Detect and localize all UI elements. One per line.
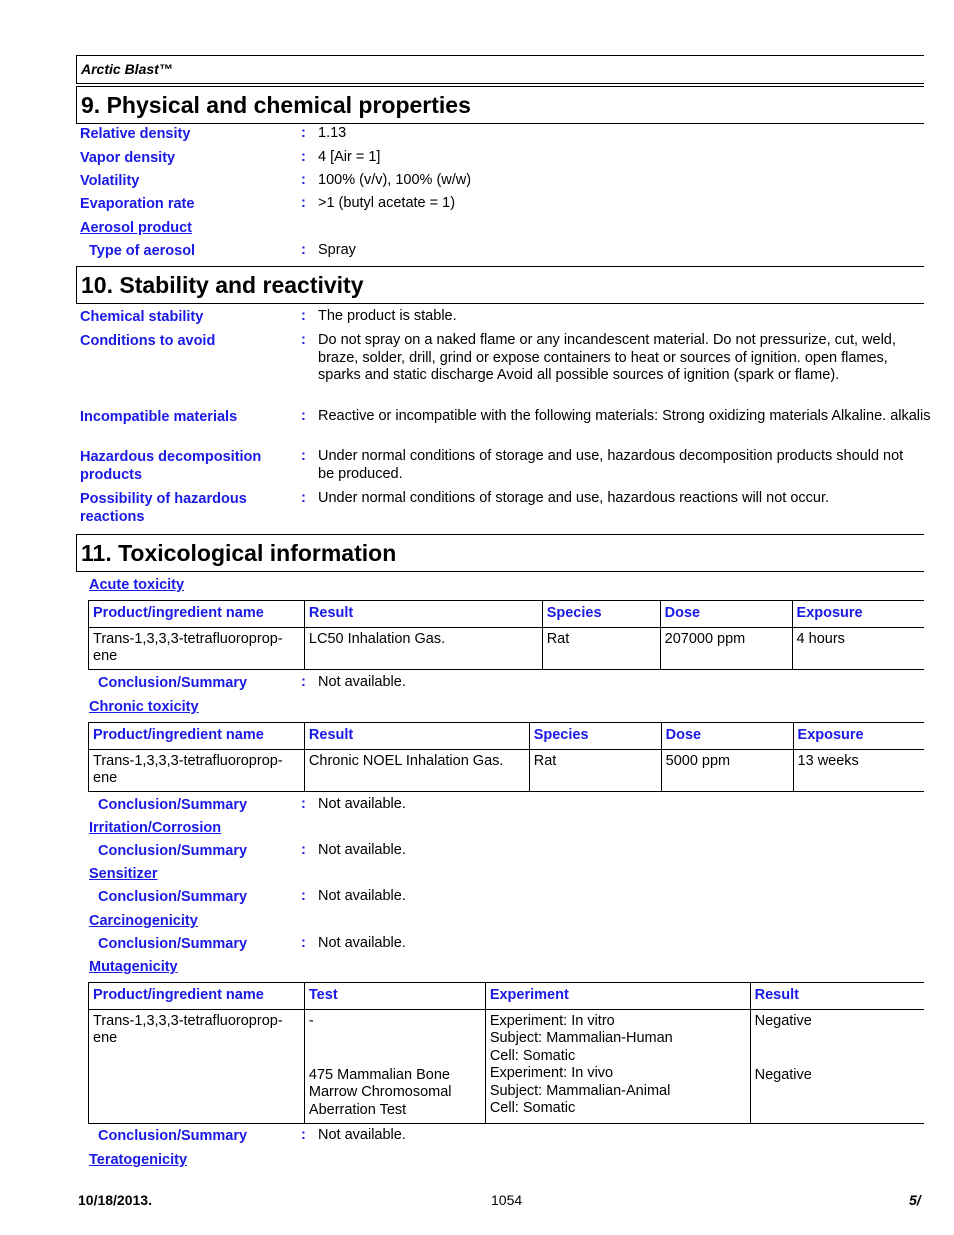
- table-header-cell: Product/ingredient name: [89, 983, 305, 1010]
- chemical-stability-label: Chemical stability: [80, 309, 204, 325]
- irritation-corrosion-link[interactable]: Irritation/Corrosion: [89, 820, 222, 836]
- evaporation-rate-label: Evaporation rate: [80, 196, 195, 212]
- table-cell: Chronic NOEL Inhalation Gas.: [304, 749, 529, 791]
- acute-toxicity-link[interactable]: Acute toxicity: [89, 577, 185, 593]
- table-header-cell: Result: [304, 723, 529, 750]
- hazardous-decomposition-label: Hazardous decomposition products: [80, 449, 262, 483]
- aerosol-product-link[interactable]: Aerosol product: [80, 220, 192, 236]
- teratogenicity-link[interactable]: Teratogenicity: [89, 1152, 188, 1168]
- vapor-density-value: 4 [Air = 1]: [318, 149, 381, 165]
- section-11-header: [76, 534, 924, 572]
- mutagenicity-table: [88, 982, 924, 1124]
- conclusion-summary-value: Not available.: [318, 842, 406, 858]
- table-header-cell: Dose: [660, 601, 792, 628]
- sensitizer-link[interactable]: Sensitizer: [89, 866, 158, 882]
- table-header-row: [89, 601, 925, 628]
- table-header-cell: Test: [304, 983, 485, 1010]
- footer-date: 10/18/2013.: [78, 1192, 152, 1208]
- mutagenicity-link[interactable]: Mutagenicity: [89, 959, 178, 975]
- hazardous-decomposition-value: Under normal conditions of storage and use, hazardous decomposition products should not be produced.: [318, 448, 904, 482]
- table-row: [89, 749, 925, 791]
- conclusion-summary-value: Not available.: [318, 935, 406, 951]
- table-header-cell: Result: [304, 601, 542, 628]
- table-cell: 4 hours: [792, 627, 924, 669]
- relative-density-label: Relative density: [80, 126, 191, 142]
- table-cell: 13 weeks: [793, 749, 924, 791]
- table-header-cell: Product/ingredient name: [89, 723, 305, 750]
- chronic-toxicity-link[interactable]: Chronic toxicity: [89, 699, 199, 715]
- table-cell: 5000 ppm: [661, 749, 793, 791]
- table-cell: Rat: [529, 749, 661, 791]
- conclusion-summary-value: Not available.: [318, 888, 406, 904]
- incompatible-materials-value: Reactive or incompatible with the following materials: Strong oxidizing materials Alkaline. alkalis: [318, 408, 931, 424]
- test-1: -: [308, 1012, 314, 1029]
- table-cell: Trans-1,3,3,3-tetrafluoroprop-ene: [89, 749, 305, 791]
- conclusion-summary-label: Conclusion/Summary: [98, 1128, 248, 1144]
- footer-code: 1054: [491, 1192, 523, 1208]
- table-row: [89, 627, 925, 669]
- result-1: Negative: [754, 1012, 812, 1029]
- footer-page: 5/: [909, 1192, 921, 1208]
- table-header-cell: Exposure: [793, 723, 924, 750]
- table-header-row: [89, 723, 925, 750]
- section-10-header: [76, 266, 924, 304]
- table-header-cell: Product/ingredient name: [89, 601, 305, 628]
- conclusion-summary-label: Conclusion/Summary: [98, 843, 248, 859]
- conditions-to-avoid-label: Conditions to avoid: [80, 333, 216, 349]
- table-header-cell: Exposure: [792, 601, 924, 628]
- section-10-title: 10. Stability and reactivity: [81, 272, 364, 298]
- possibility-hazardous-label: Possibility of hazardous reactions: [80, 491, 247, 525]
- test-2: 475 Mammalian Bone Marrow Chromosomal Aberration Test: [308, 1066, 452, 1118]
- table-cell: Trans-1,3,3,3-tetrafluoroprop-ene: [89, 627, 305, 669]
- table-row: [89, 1009, 925, 1123]
- acute-toxicity-table: [88, 600, 924, 670]
- conclusion-summary-value: Not available.: [318, 1127, 406, 1143]
- table-header-cell: Species: [542, 601, 660, 628]
- conclusion-summary-label: Conclusion/Summary: [98, 936, 248, 952]
- table-header-cell: Result: [750, 983, 924, 1010]
- conditions-to-avoid-value: Do not spray on a naked flame or any incandescent material. Do not pressurize, cut, weld, braze, solder, drill, grind or expose containers to heat or sources of ignition. open flames, sparks and static discharge Avoid all possible sources of ignition (spark or flame).: [318, 332, 896, 383]
- experiment-1: Experiment: In vitro Subject: Mammalian-Human Cell: Somatic: [489, 1012, 673, 1064]
- chemical-stability-value: The product is stable.: [318, 308, 457, 324]
- conclusion-summary-value: Not available.: [318, 674, 406, 690]
- evaporation-rate-value: >1 (butyl acetate = 1): [318, 195, 456, 211]
- table-header-cell: Dose: [661, 723, 793, 750]
- experiment-2: Experiment: In vivo Subject: Mammalian-Animal Cell: Somatic: [489, 1065, 671, 1116]
- product-name: Arctic Blast™: [81, 61, 173, 77]
- table-header-cell: Experiment: [485, 983, 750, 1010]
- conclusion-summary-label: Conclusion/Summary: [98, 889, 248, 905]
- table-cell: 207000 ppm: [660, 627, 792, 669]
- table-cell: [485, 1009, 750, 1123]
- volatility-label: Volatility: [80, 173, 140, 189]
- section-9-title: 9. Physical and chemical properties: [81, 92, 471, 118]
- table-cell: [750, 1009, 924, 1123]
- conclusion-summary-label: Conclusion/Summary: [98, 675, 248, 691]
- type-of-aerosol-value: Spray: [318, 242, 356, 258]
- section-9-header: [76, 86, 924, 124]
- table-cell: [304, 1009, 485, 1123]
- table-cell: Rat: [542, 627, 660, 669]
- table-cell: LC50 Inhalation Gas.: [304, 627, 542, 669]
- volatility-value: 100% (v/v), 100% (w/w): [318, 172, 472, 188]
- relative-density-value: 1.13: [318, 125, 347, 141]
- product-header: [76, 55, 924, 84]
- type-of-aerosol-label: Type of aerosol: [89, 243, 196, 259]
- incompatible-materials-label: Incompatible materials: [80, 409, 238, 425]
- carcinogenicity-link[interactable]: Carcinogenicity: [89, 913, 198, 929]
- section-11-title: 11. Toxicological information: [81, 540, 397, 566]
- table-header-row: [89, 983, 925, 1010]
- table-cell: Trans-1,3,3,3-tetrafluoroprop-ene: [89, 1009, 305, 1123]
- table-header-cell: Species: [529, 723, 661, 750]
- result-2: Negative: [754, 1066, 812, 1083]
- conclusion-summary-label: Conclusion/Summary: [98, 797, 248, 813]
- possibility-hazardous-value: Under normal conditions of storage and use, hazardous reactions will not occur.: [318, 490, 830, 506]
- chronic-toxicity-table: [88, 722, 924, 792]
- vapor-density-label: Vapor density: [80, 150, 176, 166]
- conclusion-summary-value: Not available.: [318, 796, 406, 812]
